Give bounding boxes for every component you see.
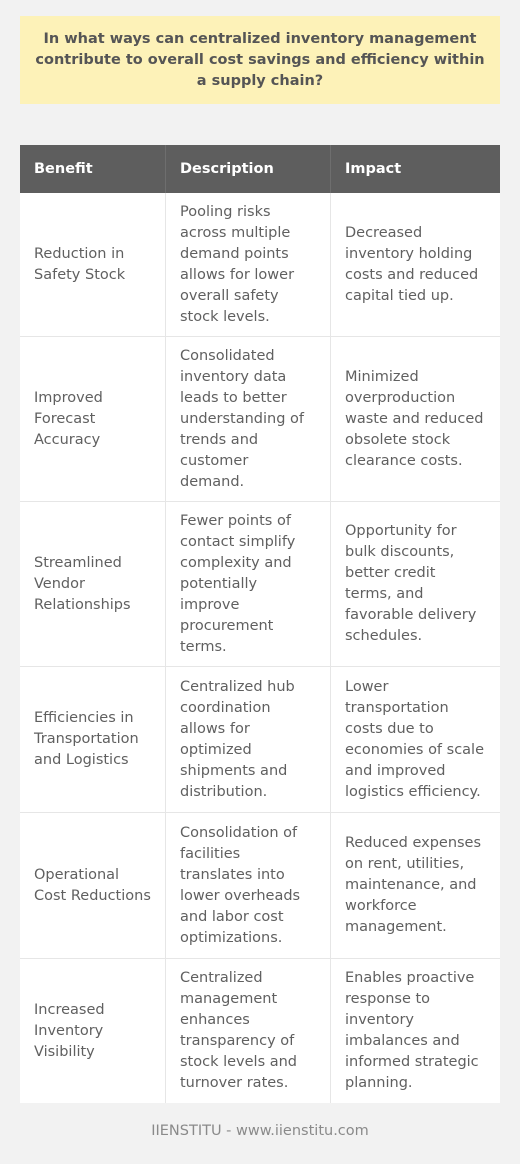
- table-row: [20, 812, 500, 958]
- table-row: [20, 336, 500, 501]
- question-text: In what ways can centralized inventory management contribute to overall cost savings and efficiency within a supply chain?: [35, 30, 485, 89]
- impact-cell: Reduced expenses on rent, utilities, maintenance, and workforce management.: [345, 835, 482, 935]
- description-cell: Centralized management enhances transparency of stock levels and turnover rates.: [166, 959, 331, 1103]
- benefit-cell: Efficiencies in Transportation and Logistics: [20, 667, 166, 812]
- impact-cell: Minimized overproduction waste and reduced obsolete stock clearance costs.: [345, 368, 484, 469]
- header-impact: Impact: [345, 160, 402, 177]
- benefits-table: [20, 145, 500, 1103]
- description-cell: Consolidated inventory data leads to better understanding of trends and customer demand.: [166, 337, 331, 501]
- impact-cell: Opportunity for bulk discounts, better credit terms, and favorable delivery schedules.: [345, 523, 477, 644]
- table-row: [20, 501, 500, 666]
- impact-cell: Lower transportation costs due to economies of scale and improved logistics efficiency.: [345, 678, 485, 800]
- benefit-cell: Operational Cost Reductions: [20, 813, 166, 958]
- description-cell: Fewer points of contact simplify complexity and potentially improve procurement terms.: [166, 502, 331, 666]
- table-row: [20, 193, 500, 336]
- question-box: [20, 16, 500, 104]
- table-header-row: [20, 145, 500, 193]
- benefit-cell: Streamlined Vendor Relationships: [20, 502, 166, 666]
- header-description: Description: [166, 145, 331, 193]
- benefit-cell: Increased Inventory Visibility: [20, 959, 166, 1103]
- description-cell: Centralized hub coordination allows for optimized shipments and distribution.: [166, 667, 331, 812]
- benefit-cell: Reduction in Safety Stock: [20, 193, 166, 336]
- footer-credit: IIENSTITU - www.iienstitu.com: [151, 1123, 369, 1139]
- table-row: [20, 666, 500, 812]
- table-row: [20, 958, 500, 1103]
- impact-cell: Enables proactive response to inventory imbalances and informed strategic planning.: [345, 970, 479, 1091]
- description-cell: Consolidation of facilities translates into lower overheads and labor cost optimizations.: [166, 813, 331, 958]
- description-cell: Pooling risks across multiple demand points allows for lower overall safety stock levels.: [166, 193, 331, 336]
- impact-cell: Decreased inventory holding costs and reduced capital tied up.: [345, 224, 479, 304]
- header-benefit: Benefit: [20, 145, 166, 193]
- benefit-cell: Improved Forecast Accuracy: [20, 337, 166, 501]
